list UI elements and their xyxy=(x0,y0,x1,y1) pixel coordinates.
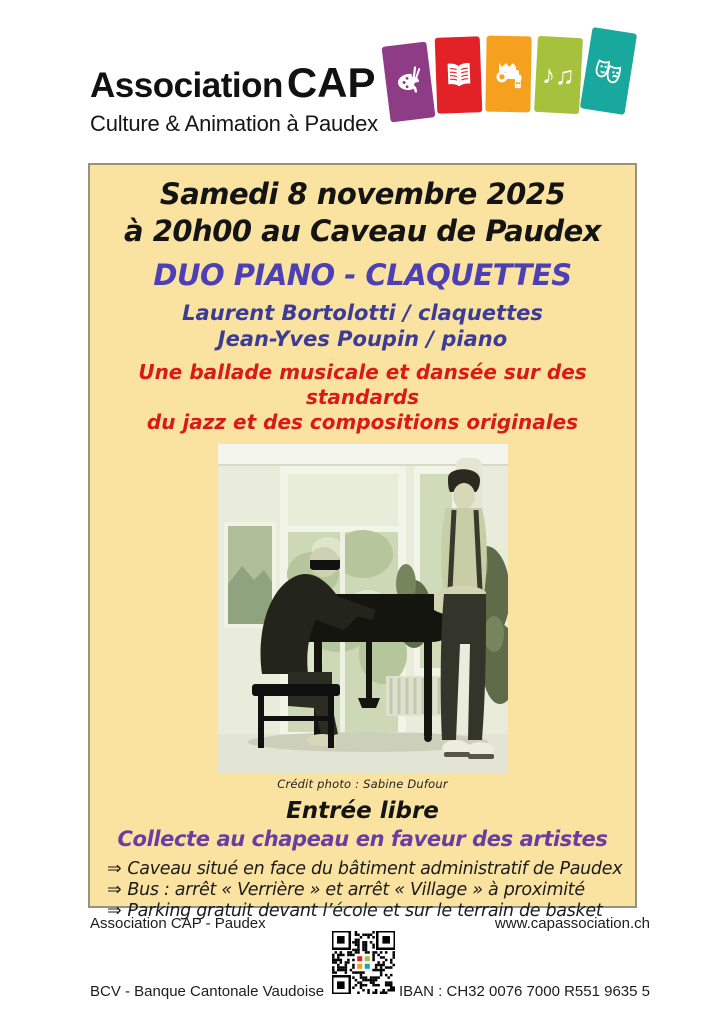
book-icon xyxy=(435,36,483,114)
event-photo xyxy=(218,444,508,774)
event-description xyxy=(90,360,635,434)
arrow-bullet-icon: ⇒ xyxy=(107,879,122,900)
music-icon xyxy=(534,36,583,114)
org-name xyxy=(90,59,378,106)
event-description-line1: Une ballade musicale et dansée sur des standards xyxy=(138,360,587,410)
event-description-line2: du jazz et des compositions originales xyxy=(146,409,579,434)
event-panel xyxy=(88,163,637,921)
palette-icon xyxy=(382,42,436,123)
qr-code xyxy=(332,931,395,994)
music-notes-glyph: ♪♫ xyxy=(541,59,576,91)
cinema-cat-icon xyxy=(485,36,531,113)
footer-iban: IBAN : CH32 0076 7000 R551 9635 5 xyxy=(398,983,650,1000)
footer-website: www.capassociation.ch xyxy=(494,915,650,932)
practical-info-list xyxy=(107,859,635,922)
header xyxy=(90,59,378,137)
arrow-bullet-icon: ⇒ xyxy=(107,858,122,879)
info-item-parking-text: Parking gratuit devant l’école et sur le terrain de basket xyxy=(127,900,603,921)
info-item-location xyxy=(107,859,635,880)
arrow-bullet-icon: ⇒ xyxy=(107,900,122,921)
org-name-main: Association xyxy=(90,66,283,105)
org-tagline: Culture & Animation à Paudex xyxy=(90,111,378,136)
theater-masks-icon xyxy=(580,27,637,115)
footer-bank: BCV - Banque Cantonale Vaudoise xyxy=(90,983,325,1000)
logo-tile-strip xyxy=(386,34,638,122)
footer-org: Association CAP - Paudex xyxy=(90,915,266,932)
performer-claquettes: Laurent Bortolotti / claquettes xyxy=(182,301,543,326)
collection-line: Collecte au chapeau en faveur des artistes xyxy=(117,826,608,851)
info-item-location-text: Caveau situé en face du bâtiment administratif de Paudex xyxy=(127,858,623,879)
event-date-line1: Samedi 8 novembre 2025 xyxy=(159,177,566,211)
event-date-line2: à 20h00 au Caveau de Paudex xyxy=(124,213,601,248)
info-item-bus xyxy=(107,880,635,901)
event-date-block xyxy=(90,176,635,249)
info-item-bus-text: Bus : arrêt « Verrière » et arrêt « Village » à proximité xyxy=(127,879,585,900)
photo-credit: Crédit photo : Sabine Dufour xyxy=(277,776,448,791)
performers xyxy=(90,301,635,352)
admission-line: Entrée libre xyxy=(286,797,439,824)
event-title: DUO PIANO - CLAQUETTES xyxy=(153,258,572,293)
performer-piano: Jean-Yves Poupin / piano xyxy=(217,326,508,351)
org-name-acronym: CAP xyxy=(286,59,376,106)
